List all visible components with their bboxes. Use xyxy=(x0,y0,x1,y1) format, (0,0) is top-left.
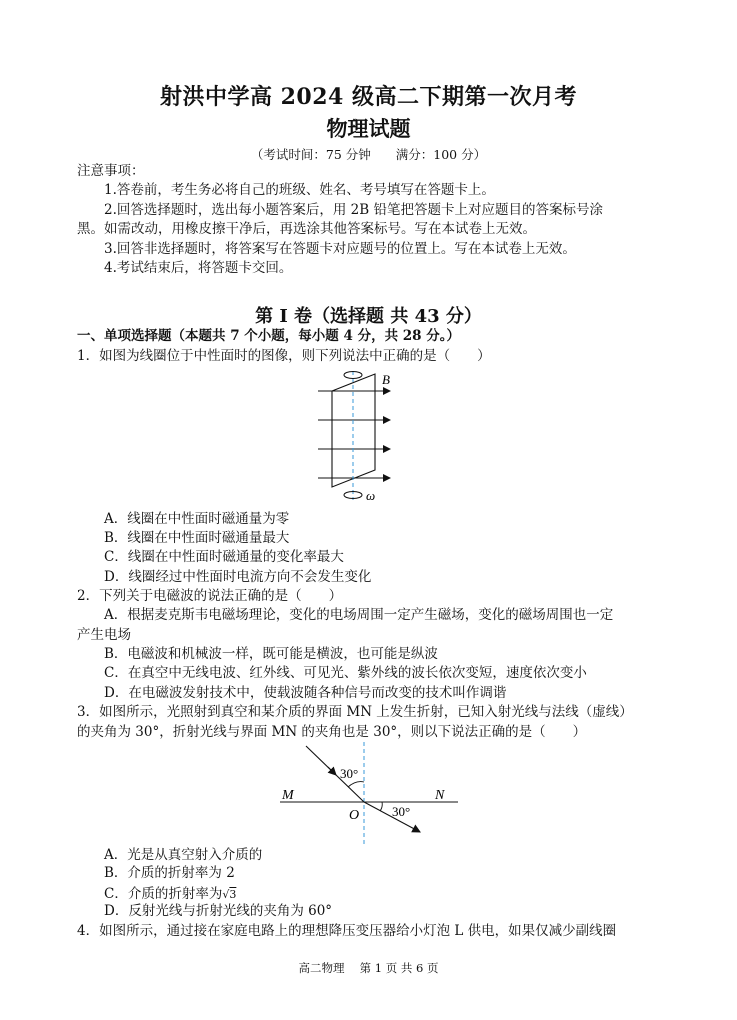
magnetic-field-lines xyxy=(318,391,390,478)
exam-title: 射洪中学高 2024 级高二下期第一次月考 xyxy=(159,84,578,110)
note-item: 2.回答选择题时，选出每小题答案后，用 2B 铅笔把答题卡上对应题目的答案标号涂 xyxy=(104,202,603,218)
q1-option-a: A．线圈在中性面时磁通量为零 xyxy=(104,511,290,527)
omega-label: ω xyxy=(366,488,376,503)
question-3-stem-cont: 的夹角为 30°，折射光线与界面 MN 的夹角也是 30°，则以下说法正确的是（ ） xyxy=(77,724,587,740)
q3-option-a: A．光是从真空射入介质的 xyxy=(104,847,263,863)
subject-title: 物理试题 xyxy=(326,116,411,141)
q2-option-c: C．在真空中无线电波、红外线、可见光、紫外线的波长依次变短，速度依次变小 xyxy=(104,665,587,681)
q2-option-d: D．在电磁波发射技术中，使载波随各种信号而改变的技术叫作调谐 xyxy=(104,685,507,701)
label-o: O xyxy=(349,808,360,823)
note-item: 3.回答非选择题时，将答案写在答题卡对应题号的位置上。写在本试卷上无效。 xyxy=(104,241,576,257)
q1-option-c: C．线圈在中性面时磁通量的变化率最大 xyxy=(104,549,344,565)
label-n: N xyxy=(435,788,445,803)
q2-option-a: A．根据麦克斯韦电磁场理论，变化的电场周围一定产生磁场，变化的磁场周围也一定 xyxy=(104,607,614,623)
label-m: M xyxy=(282,788,294,803)
notes-heading: 注意事项： xyxy=(77,163,145,179)
q3-option-c-text: C．介质的折射率为 xyxy=(104,886,223,902)
section-title: 第 I 卷（选择题 共 43 分） xyxy=(255,306,482,327)
sqrt-value: 3 xyxy=(229,888,237,901)
q1-option-b: B．线圈在中性面时磁通量最大 xyxy=(104,530,290,546)
field-label: B xyxy=(382,372,390,387)
question-2-stem: 2．下列关于电磁波的说法正确的是（ ） xyxy=(77,588,343,604)
q2-option-b: B．电磁波和机械波一样，既可能是横波，也可能是纵波 xyxy=(104,646,438,662)
angle-label-top: 30° xyxy=(340,766,359,781)
question-1-stem: 1．如图为线圈位于中性面时的图像，则下列说法中正确的是（ ） xyxy=(77,348,491,364)
q3-refraction-figure xyxy=(270,742,470,847)
q2-option-a-cont: 产生电场 xyxy=(77,627,131,643)
angle-arc xyxy=(380,802,382,811)
angle-label-bottom: 30° xyxy=(392,804,411,819)
q3-option-b: B．介质的折射率为 2 xyxy=(104,865,235,881)
incident-arrow-icon xyxy=(328,767,336,775)
exam-info: （考试时间：75 分钟 满分：100 分） xyxy=(250,147,487,162)
q1-option-d: D．线圈经过中性面时电流方向不会发生变化 xyxy=(104,569,372,585)
page-footer: 高二物理 第 1 页 共 6 页 xyxy=(298,961,439,975)
question-3-stem: 3．如图所示，光照射到真空和某介质的界面 MN 上发生折射，已知入射光线与法线（虚线） xyxy=(77,704,633,720)
part-heading: 一、单项选择题（本题共 7 个小题，每小题 4 分，共 28 分。） xyxy=(77,328,461,344)
note-item: 黑。如需改动，用橡皮擦干净后，再选涂其他答案标号。写在本试卷上无效。 xyxy=(77,221,536,237)
note-item: 1.答卷前，考生务必将自己的班级、姓名、考号填写在答题卡上。 xyxy=(104,182,495,198)
question-4-stem: 4．如图所示，通过接在家庭电路上的理想降压变压器给小灯泡 L 供电，如果仅减少副线圈 xyxy=(77,923,617,939)
angle-arc xyxy=(348,782,364,787)
q1-coil-figure xyxy=(300,366,410,506)
note-item: 4.考试结束后，将答题卡交回。 xyxy=(104,260,293,276)
sqrt-icon: √ xyxy=(222,888,230,901)
q3-option-d: D．反射光线与折射光线的夹角为 60° xyxy=(104,903,333,919)
